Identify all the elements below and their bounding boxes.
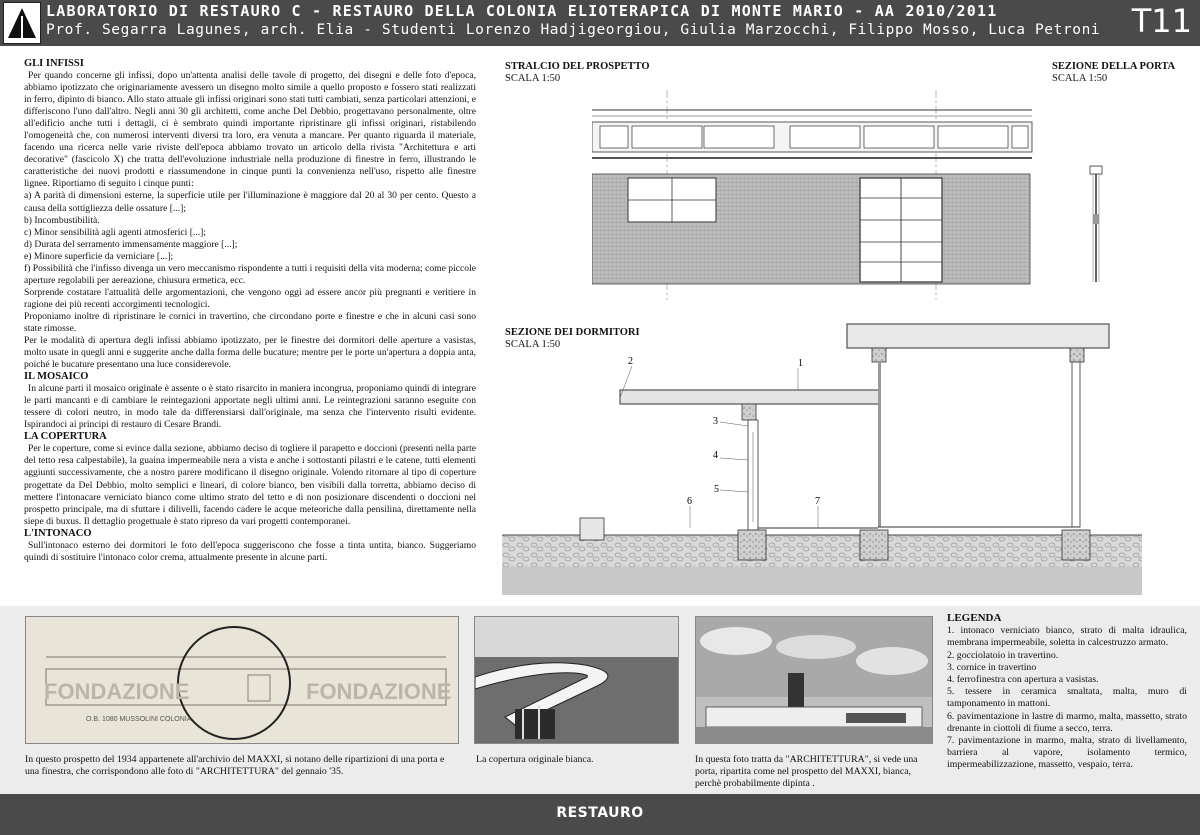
caption-2: La copertura originale bianca.: [476, 754, 594, 765]
marker-6: 6: [687, 496, 692, 507]
caption-1: In questo prospetto del 1934 appartenete all'archivio del MAXXI, si notano delle ripartizioni di una porta e una finestra, che corrispondono alle foto di "ARCHITETTURA" del gennaio '35.: [25, 754, 445, 777]
paragraph: Sull'intonaco esterno dei dormitori le foto dell'epoca suggeriscono che fosse a tinta untita, bianco. Suggeriamo quindi di sostituire l'intonaco color crema, attualmente presente in alcune parti.: [24, 539, 476, 563]
watermark-left: FONDAZIONE: [44, 679, 190, 704]
caption-3: In questa foto tratta da "ARCHITETTURA", si vede una porta, ripartita come nel prospetto del MAXXI, bianca, perchè probabilmente dipinta .: [695, 754, 918, 789]
legend-item: 3. cornice in travertino: [947, 661, 1037, 673]
marker-1: 1: [798, 358, 803, 369]
porta-title: SEZIONE DELLA PORTA: [1052, 61, 1176, 72]
section-title-copertura: LA COPERTURA: [24, 431, 107, 443]
header-bar: [0, 0, 1200, 46]
paragraph: e) Minore superficie da verniciare [...];: [24, 250, 174, 262]
footer-label: RESTAURO: [556, 805, 644, 821]
section-title-infissi: GLI INFISSI: [24, 58, 84, 69]
dormitori-title: SEZIONE DEI DORMITORI: [505, 327, 640, 338]
dormitori-scale: SCALA 1:50: [505, 339, 561, 350]
period-photo: [695, 616, 933, 744]
paragraph: b) Incombustibilità.: [24, 214, 100, 226]
section-title-intonaco: L'INTONACO: [24, 527, 92, 539]
legend-item: 1. intonaco verniciato bianco, strato di malta idraulica, membrana impermeabile, soletta in calcestruzzo armato.: [947, 625, 1187, 649]
period-photo-svg: [696, 617, 932, 743]
porta-label: [1052, 61, 1175, 85]
porta-section-drawing: [1084, 164, 1108, 284]
header-title: LABORATORIO DI RESTAURO C - RESTAURO DELLA COLONIA ELIOTERAPICA DI MONTE MARIO - AA 2010/2011: [46, 2, 998, 20]
paragraph: f) Possibilità che l'infisso divenga un vero meccanismo rispondente a tutti i requisiti della vita moderna; come piccole aperture regolabili per aereazione, chiusura ermetica, ecc.: [24, 262, 476, 286]
prospetto-scale: SCALA 1:50: [505, 73, 561, 84]
prospetto-drawing: [592, 90, 1042, 300]
legend-item: 7. pavimentazione in marmo, malta, strato di livellamento, barriera al vapore, isolamento termico, impermeabilizzazione, massetto, vespaio, terra.: [947, 735, 1187, 771]
watermark-right: FONDAZIONE: [306, 679, 452, 704]
roof-photo-svg: [475, 617, 678, 743]
prospetto-label: [505, 61, 650, 85]
logo: [3, 2, 41, 44]
header-subtitle: Prof. Segarra Lagunes, arch. Elia - Studenti Lorenzo Hadjigeorgiou, Giulia Marzocchi, Filippo Mosso, Luca Petroni: [46, 22, 1101, 38]
paragraph: In alcune parti il mosaico originale è assente o è stato risarcito in maniera incongrua, proponiamo quindi di integrare le parti mancanti e di cambiare le reintegazioni apportate negli ultimi anni. Le reintegrazioni saranno eseguite con tessere di colori neutro, in modo tale da differensiarsi dall'originale, ma senza che l'intervento risulti evidente. Ispirandoci ai principi di restauro di Cesare Brandi.: [24, 383, 476, 431]
paragraph: Per le coperture, come si evince dalla sezione, abbiamo deciso di togliere il parapetto e doccioni (presenti nella parte del tetto resa calpestabile), la guaina impermeabile nera a vista e anche i sottostanti pilastri e le catene, tutti elementi aggiunti successivamente, che a nostro parere modificano il disegno originale. Volendo ritornare al tipo di coperture progettate da Del Debbio, molto semplici e lineari, di colore bianco, ben visibili dalla torretta, abbiamo deciso di mettere l'intonacare verniciato bianco come ultimo strato del tetto e di non posizionare discendenti o doccioni nel prospetto principale, ma di sfuttare i dilivelli, facendo cadere le acque meteoriche dalla pensilina, direttamente nella siepe di buxus. Il dettaglio progettuale è stato ripreso da vari progetti contemporanei.: [24, 443, 476, 527]
marker-4: 4: [713, 450, 718, 461]
paragraph: c) Minor sensibilità agli agenti atmosferici [...];: [24, 226, 206, 238]
marker-3: 3: [713, 416, 718, 427]
paragraph: d) Durata del serramento immensamente maggiore [...];: [24, 238, 238, 250]
sheet-code: T11: [1131, 2, 1192, 40]
logo-triangle-icon: [4, 3, 40, 43]
porta-scale: SCALA 1:50: [1052, 73, 1108, 84]
paragraph: Per quando concerne gli infissi, dopo un'attenta analisi delle tavole di progetto, dei disegni e delle foto d'epoca, abbiamo ipotizzato che originariamente avessero un disegno molto simile a quello proposto e fossero stati realizzati in ferro, dipinto di bianco. Allo stato attuale gli infissi originari sono stati tutti cambiati, senza particolari attenzioni, e differiscono l'uno dall'altro. Negli anni 30 gli architetti, come anche Del Debbio, progettavano personalmente, oltre all'edificio anche tutti i dettagli, ci è sembrato quindi importante ripristinare gli infissi originari, ristabilendo l'omogeneità che, con numerosi interventi diversi tra loro, era venuta a mancare. Per quanto riguarda il materiale, facendo una ricerca nelle varie riviste dell'epoca abbiamo trovato un articolo della rivista "Architettura e arti decorative" (fascicolo X) che tratta dell'evoluzione industriale nella produzione di finestre in ferro, illustrando le caratteristiche dei nuovi prodotti e riassumendone in cinque punti la convenienza nell'uso, rispetto alle finestre lignee. Riportiamo di seguito i cinque punti:: [24, 70, 476, 190]
legend-item: 2. gocciolatoio in travertino.: [947, 649, 1059, 661]
marker-5: 5: [714, 484, 719, 495]
paragraph: Per le modalità di apertura degli infissi abbiamo ipotizzato, per le finestre dei dormitori delle aperture a vasistas, molto usate in quegli anni e suggerite anche dalla forma delle bucature; mentre per le porte un'apertura a doppia anta, poiché le bucature presentano una luce considerevole.: [24, 335, 476, 371]
paragraph: a) A parità di dimensioni esterne, la superficie utile per l'illuminazione è maggiore dal 20 al 30 per cento. Questo a causa della sottigliezza delle ossature [...];: [24, 190, 476, 214]
footer-bar: [0, 794, 1200, 835]
legend: [947, 612, 1187, 772]
marker-2: 2: [628, 356, 633, 367]
legend-item: 5. tessere in ceramica smaltata, malta, muro di tamponamento in mattoni.: [947, 686, 1187, 710]
legend-item: 4. ferrofinestra con apertura a vasistas.: [947, 674, 1099, 686]
paragraph: Sorprende costatare l'attualità delle argomentazioni, che vengono oggi ad essere ancor più pregnanti e veritiere in ragione dei più recenti accorgimenti tecnologici.: [24, 286, 476, 310]
legend-title: LEGENDA: [947, 612, 1002, 624]
paragraph: Proponiamo inoltre di ripristinare le cornici in travertino, che circondano porte e finestre e che in alcuni casi sono state rimosse.: [24, 310, 476, 334]
archive-drawing-svg: [26, 617, 458, 743]
white-roof-photo: [474, 616, 679, 744]
dormitori-section-drawing: [502, 322, 1142, 597]
marker-7: 7: [815, 496, 820, 507]
text-column: [24, 58, 476, 564]
prospetto-title: STRALCIO DEL PROSPETTO: [505, 61, 650, 72]
section-title-mosaico: IL MOSAICO: [24, 371, 89, 383]
archive-drawing-image: [25, 616, 459, 744]
archive-label: O.B. 1080 MUSSOLINI COLONIA: [86, 716, 192, 723]
legend-item: 6. pavimentazione in lastre di marmo, malta, massetto, strato drenante in ciottoli di fiume a secco, terra.: [947, 710, 1187, 734]
